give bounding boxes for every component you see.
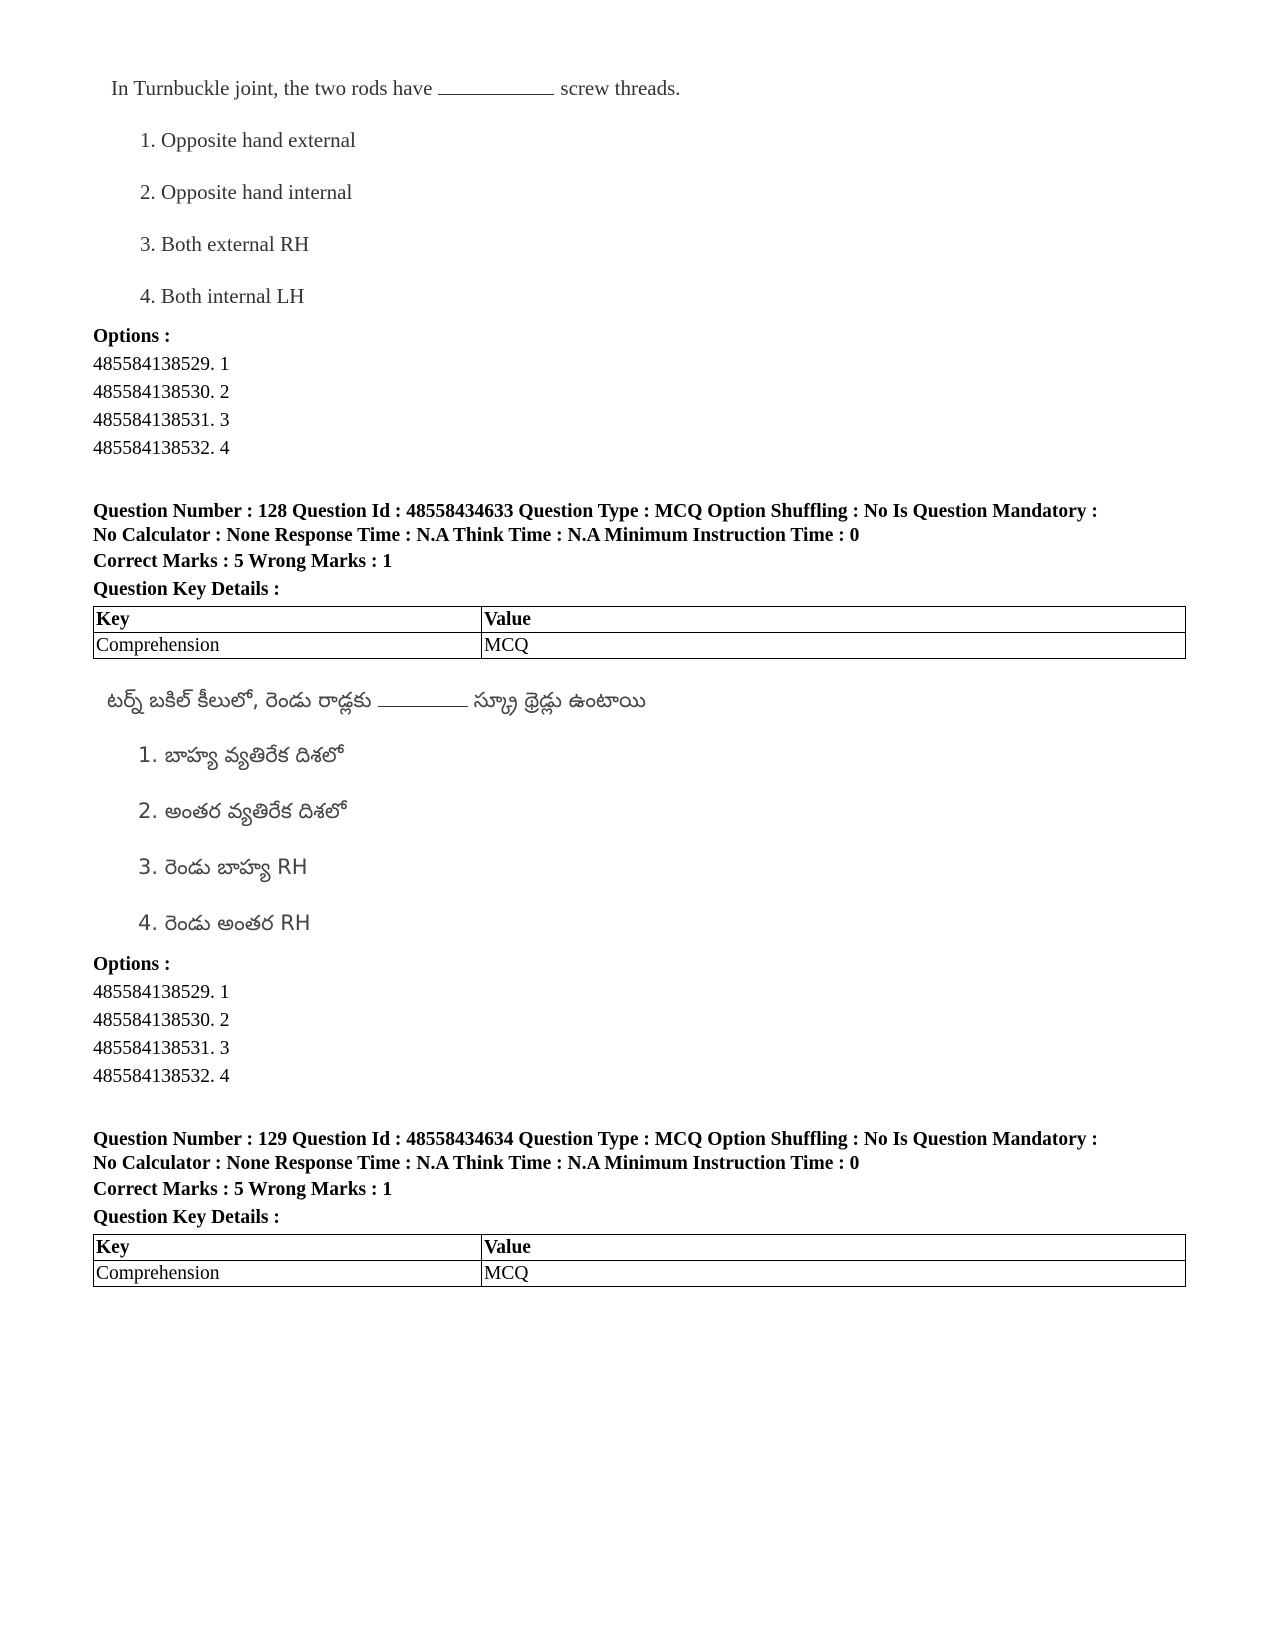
- question-meta: [93, 500, 1193, 548]
- table-cell-key: Comprehension: [94, 1261, 482, 1287]
- option-2: 485584138530. 2: [93, 382, 230, 403]
- choice-4: 4. Both internal LH: [140, 284, 305, 308]
- table-cell-value: MCQ: [482, 1261, 1186, 1287]
- table-header-value: Value: [482, 1235, 1186, 1261]
- question-meta-line2: No Calculator : None Response Time : N.A Think Time : N.A Minimum Instruction Time : 0: [93, 1153, 860, 1174]
- table-header-row: [94, 1235, 1186, 1261]
- table-header-key: Key: [94, 1235, 482, 1261]
- table-header-key: Key: [94, 607, 482, 633]
- choice-3: 3. Both external RH: [140, 232, 310, 256]
- table-cell-key: Comprehension: [94, 633, 482, 659]
- question-stem-before: In Turnbuckle joint, the two rods have: [111, 76, 433, 100]
- table-row: [94, 1261, 1186, 1287]
- table-header-value: Value: [482, 607, 1186, 633]
- question-stem-before: టర్న్ బకిల్ కీలులో, రెండు రాడ్లకు: [107, 688, 372, 712]
- option-3: 485584138531. 3: [93, 410, 230, 431]
- option-1: 485584138529. 1: [93, 354, 230, 375]
- question-meta: [93, 1128, 1193, 1176]
- options-label: Options :: [93, 326, 171, 347]
- choice-2: 2. Opposite hand internal: [140, 180, 353, 204]
- marks-line: Correct Marks : 5 Wrong Marks : 1: [93, 551, 393, 572]
- answer-blank: [378, 688, 468, 707]
- choice-2: 2. అంతర వ్యతిరేక దిశలో: [138, 799, 347, 823]
- table-row: [94, 633, 1186, 659]
- table-header-row: [94, 607, 1186, 633]
- question-stem: [111, 76, 681, 101]
- option-4: 485584138532. 4: [93, 1066, 230, 1087]
- choice-4: 4. రెండు అంతర RH: [138, 911, 311, 935]
- question-meta-line2: No Calculator : None Response Time : N.A Think Time : N.A Minimum Instruction Time : 0: [93, 525, 860, 546]
- option-1: 485584138529. 1: [93, 982, 230, 1003]
- question-meta-line1: Question Number : 128 Question Id : 48558434633 Question Type : MCQ Option Shuffling : No Is Question Mandatory :: [93, 501, 1098, 522]
- choice-1: 1. Opposite hand external: [140, 128, 356, 152]
- options-label: Options :: [93, 954, 171, 975]
- question-stem-telugu: [107, 688, 646, 718]
- marks-line: Correct Marks : 5 Wrong Marks : 1: [93, 1179, 393, 1200]
- choice-3: 3. రెండు బాహ్య RH: [138, 855, 308, 879]
- key-details-table: [93, 1234, 1186, 1287]
- key-details-table: [93, 606, 1186, 659]
- key-details-label: Question Key Details :: [93, 579, 280, 600]
- table-cell-value: MCQ: [482, 633, 1186, 659]
- option-4: 485584138532. 4: [93, 438, 230, 459]
- question-stem-after: screw threads.: [560, 76, 681, 100]
- key-details-label: Question Key Details :: [93, 1207, 280, 1228]
- option-3: 485584138531. 3: [93, 1038, 230, 1059]
- choice-1: 1. బాహ్య వ్యతిరేక దిశలో: [138, 743, 344, 767]
- question-meta-line1: Question Number : 129 Question Id : 48558434634 Question Type : MCQ Option Shuffling : No Is Question Mandatory :: [93, 1129, 1098, 1150]
- answer-blank: [438, 76, 554, 95]
- option-2: 485584138530. 2: [93, 1010, 230, 1031]
- question-stem-after: స్క్రూ థ్రెడ్లు ఉంటాయి: [473, 688, 647, 712]
